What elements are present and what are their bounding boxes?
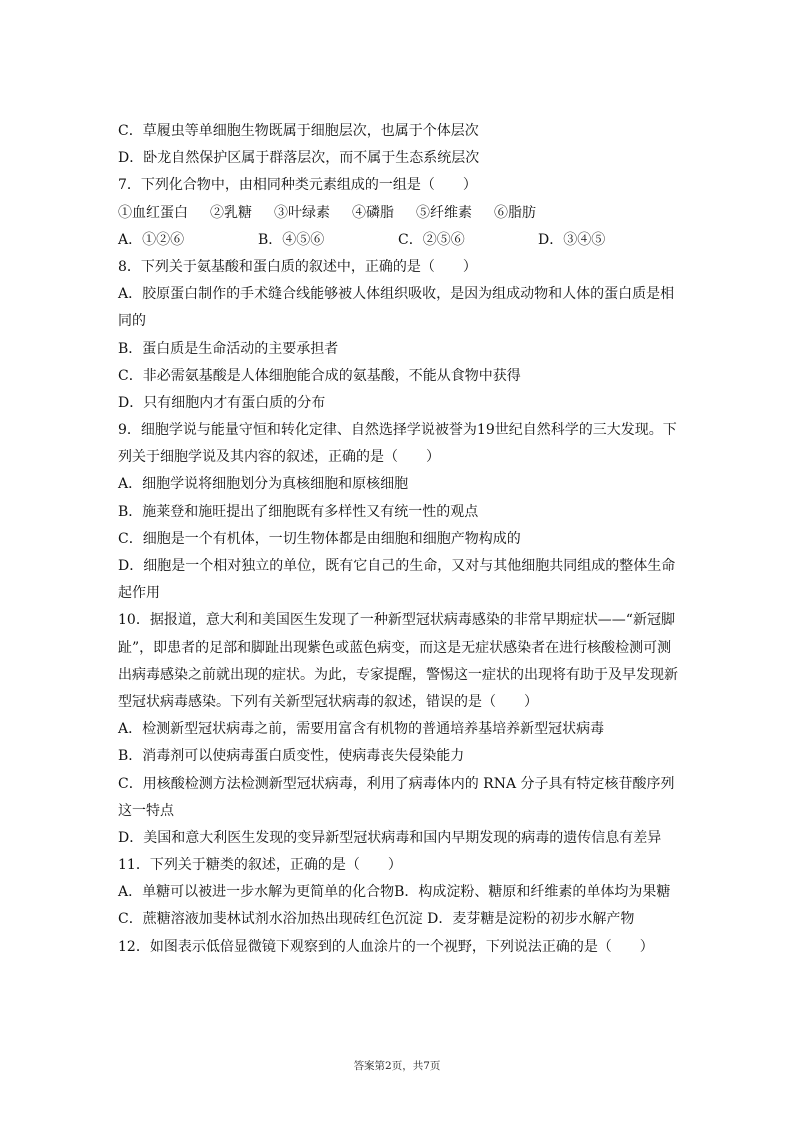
q9-stem: 9．细胞学说与能量守恒和转化定律、自然选择学说被誉为19世纪自然科学的三大发现。下	[118, 422, 677, 439]
q10-stem: 10．据报道，意大利和美国医生发现了一种新型冠状病毒感染的非常早期症状——“新冠脚	[118, 612, 675, 629]
q11-options-ab: A．单糖可以被进一步水解为更简单的化合物B．构成淀粉、糖原和纤维素的单体均为果糖	[118, 884, 671, 901]
q8-option-a: A．胶原蛋白制作的手术缝合线能够被人体组织吸收，是因为组成动物和人体的蛋白质是相	[118, 286, 675, 303]
q8-option-d: D．只有细胞内才有蛋白质的分布	[118, 394, 326, 411]
q9-option-a: A．细胞学说将细胞划分为真核细胞和原核细胞	[118, 476, 409, 493]
q7-option-a: A．①②⑥	[118, 231, 185, 248]
q8-option-a-continued: 同的	[118, 313, 146, 330]
q8-option-b: B．蛋白质是生命活动的主要承担者	[118, 340, 339, 357]
q7-option-d: D．③④⑤	[538, 231, 606, 248]
q10-option-c-continued: 这一特点	[118, 802, 174, 819]
q10-stem-continued: 趾”，即患者的足部和脚趾出现紫色或蓝色病变，而这是无症状感染者在进行核酸检测可测	[118, 639, 672, 656]
q9-option-c: C．细胞是一个有机体，一切生物体都是由细胞和细胞产物构成的	[118, 530, 521, 547]
q9-option-b: B．施莱登和施旺提出了细胞既有多样性又有统一性的观点	[118, 503, 479, 520]
q7-stem: 7．下列化合物中，由相同种类元素组成的一组是（ ）	[118, 177, 477, 194]
q7-item: ⑥脂肪	[494, 204, 536, 221]
q9-option-d-continued: 起作用	[118, 585, 160, 602]
q10-option-c: C．用核酸检测方法检测新型冠状病毒，利用了病毒体内的 RNA 分子具有特定核苷酸序列	[118, 775, 675, 792]
q8-option-c: C．非必需氨基酸是人体细胞能合成的氨基酸，不能从食物中获得	[118, 367, 521, 384]
q7-item: ⑤纤维素	[416, 204, 472, 221]
q11-options-cd: C．蔗糖溶液加斐林试剂水浴加热出现砖红色沉淀 D．麦芽糖是淀粉的初步水解产物	[118, 911, 635, 928]
q10-stem-continued: 出病毒感染之前就出现的症状。为此，专家提醒，警惕这一症状的出现将有助于及早发现新	[118, 666, 678, 683]
q10-option-d: D．美国和意大利医生发现的变异新型冠状病毒和国内早期发现的病毒的遗传信息有差异	[118, 829, 662, 846]
q9-option-d: D．细胞是一个相对独立的单位，既有它自己的生命，又对与其他细胞共同组成的整体生命	[118, 558, 676, 574]
q10-stem-continued: 型冠状病毒感染。下列有关新型冠状病毒的叙述，错误的是（ ）	[118, 693, 538, 710]
q7-options	[118, 227, 678, 254]
q8-stem: 8．下列关于氨基酸和蛋白质的叙述中，正确的是（ ）	[118, 258, 477, 275]
page-footer: 答案第2页，共7页	[353, 1060, 441, 1072]
q11-stem: 11．下列关于糖类的叙述，正确的是（ ）	[118, 857, 402, 874]
q10-option-b: B．消毒剂可以使病毒蛋白质变性，使病毒丧失侵染能力	[118, 748, 465, 765]
page-content	[118, 118, 678, 961]
q6-option-c: C．草履虫等单细胞生物既属于细胞层次，也属于个体层次	[118, 123, 479, 139]
q7-option-b: B．④⑤⑥	[258, 231, 325, 248]
q7-item: ④磷脂	[352, 204, 394, 221]
q12-stem: 12．如图表示低倍显微镜下观察到的人血涂片的一个视野，下列说法正确的是（ ）	[118, 938, 654, 955]
q7-option-c: C．②⑤⑥	[398, 231, 465, 248]
q10-option-a: A．检测新型冠状病毒之前，需要用富含有机物的普通培养基培养新型冠状病毒	[118, 721, 605, 738]
q7-item: ①血红蛋白	[118, 204, 188, 221]
q7-items	[118, 200, 678, 227]
q6-option-d: D．卧龙自然保护区属于群落层次，而不属于生态系统层次	[118, 150, 480, 167]
q7-item: ③叶绿素	[274, 204, 330, 221]
q9-stem-continued: 列关于细胞学说及其内容的叙述，正确的是（ ）	[118, 449, 440, 466]
q7-item: ②乳糖	[210, 204, 252, 221]
